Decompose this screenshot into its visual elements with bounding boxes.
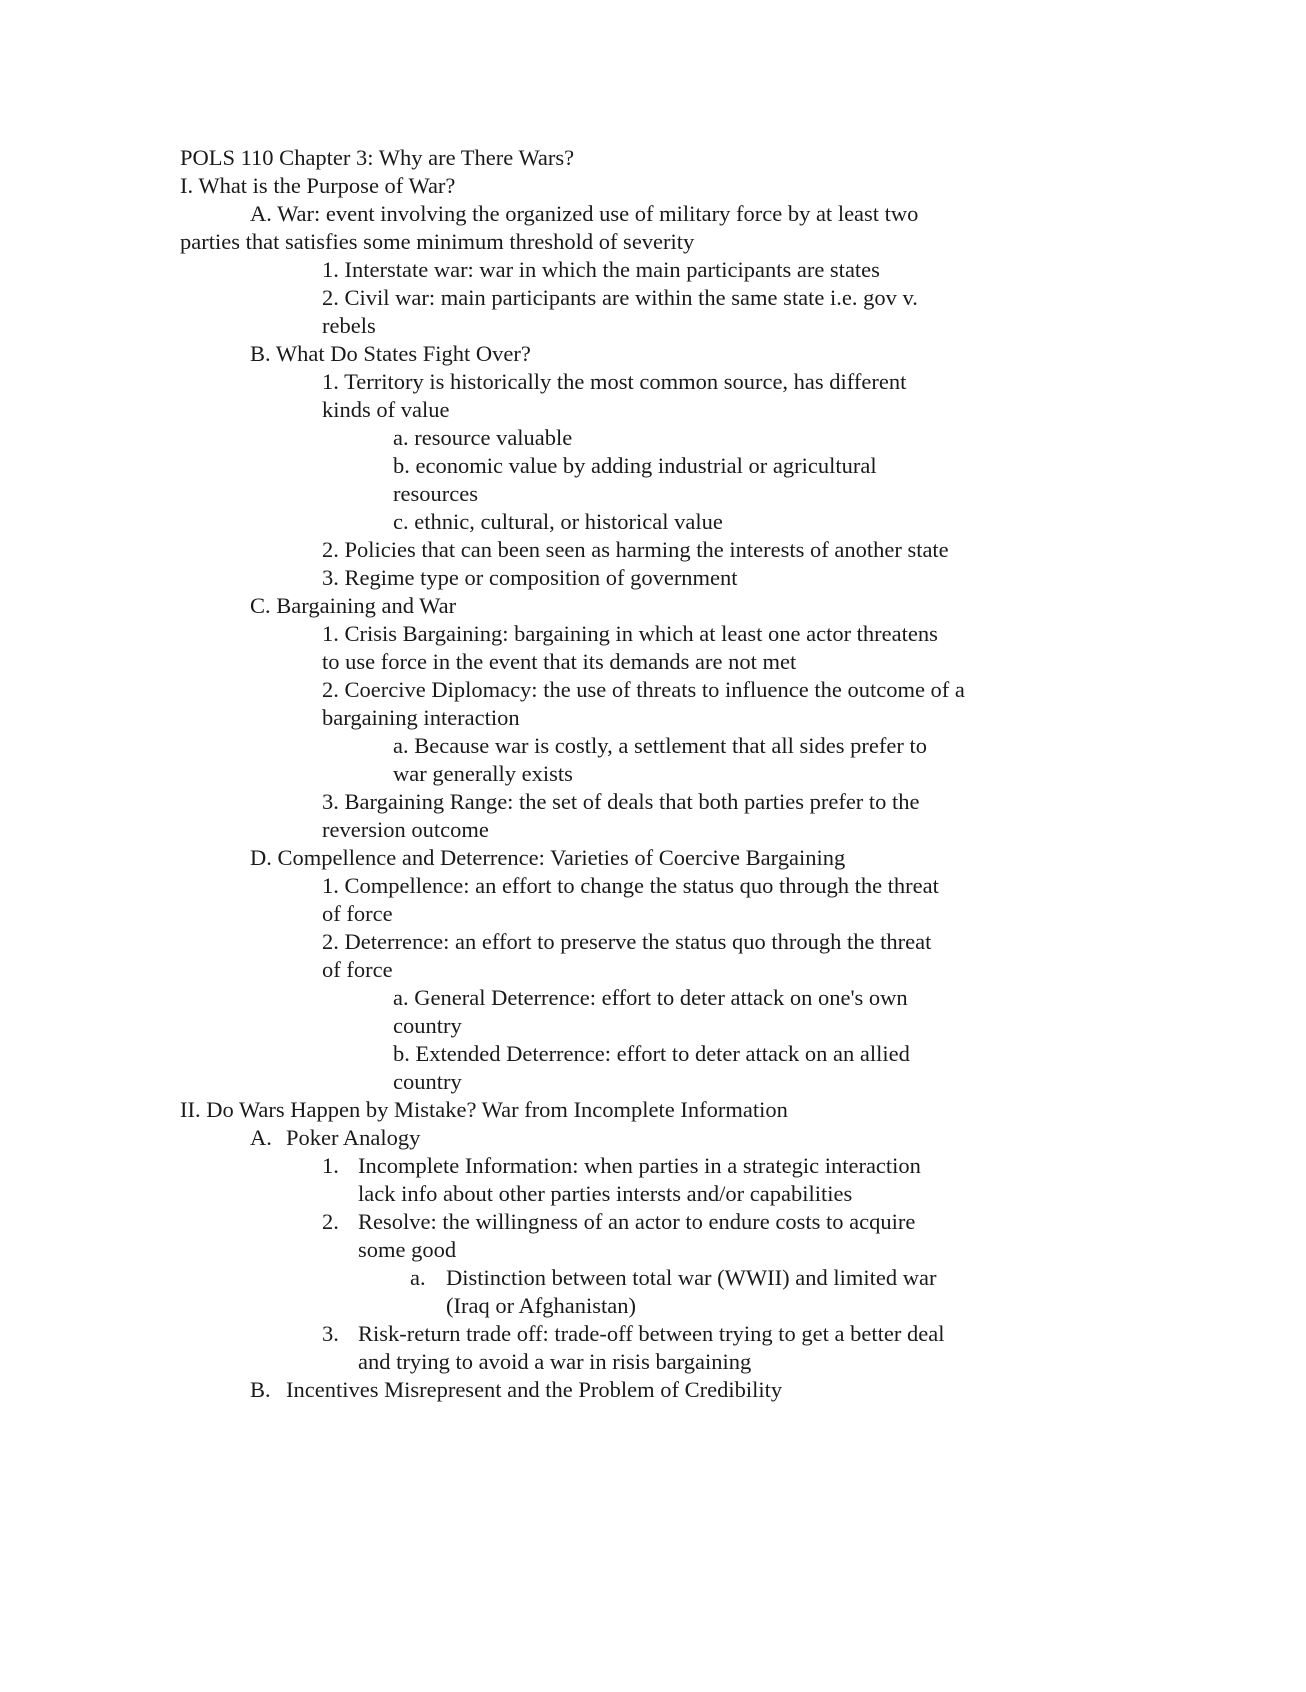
- section-2-heading: II. Do Wars Happen by Mistake? War from Incomplete Information: [180, 1097, 788, 1122]
- s1-c-subitem-a-line-1: a. Because war is costly, a settlement that all sides prefer to: [393, 733, 927, 758]
- s1-a-item-2-line-2: rebels: [322, 313, 376, 338]
- s1-d-subitem-a-line-1: a. General Deterrence: effort to deter attack on one's own: [393, 985, 908, 1010]
- s2-b-text: Incentives Misrepresent and the Problem of Credibility: [286, 1377, 783, 1402]
- s2-a-item-1-text: Incomplete Information: when parties in a strategic interaction: [358, 1153, 921, 1178]
- s2-a-item-3-text: Risk-return trade off: trade-off between trying to get a better deal: [358, 1321, 945, 1346]
- s2-a-subitem-a-line-1: [410, 1263, 936, 1293]
- s1-c-item-3-line-1: 3. Bargaining Range: the set of deals that both parties prefer to the: [322, 789, 920, 814]
- section-1-heading: I. What is the Purpose of War?: [180, 173, 456, 198]
- s1-c-item-3-line-2: reversion outcome: [322, 817, 489, 842]
- s1-d-item-2-line-2: of force: [322, 957, 393, 982]
- s1-b-heading: B. What Do States Fight Over?: [250, 341, 531, 366]
- s1-c-item-1-line-1: 1. Crisis Bargaining: bargaining in which at least one actor threatens: [322, 621, 938, 646]
- s1-d-subitem-a-line-2: country: [393, 1013, 462, 1038]
- s1-b-subitem-a: a. resource valuable: [393, 425, 573, 450]
- s1-a-line-2: parties that satisfies some minimum threshold of severity: [180, 229, 695, 254]
- s2-a-item-3-label: 3.: [322, 1321, 339, 1346]
- s1-b-item-2: 2. Policies that can been seen as harming the interests of another state: [322, 537, 949, 562]
- s1-a-item-1: 1. Interstate war: war in which the main participants are states: [322, 257, 880, 282]
- s2-b-label: B.: [250, 1377, 271, 1402]
- s1-a-item-2-line-1: 2. Civil war: main participants are within the same state i.e. gov v.: [322, 285, 918, 310]
- s1-b-item-1-line-2: kinds of value: [322, 397, 450, 422]
- s1-d-subitem-b-line-2: country: [393, 1069, 462, 1094]
- s1-c-item-2-line-2: bargaining interaction: [322, 705, 520, 730]
- s1-c-item-1-line-2: to use force in the event that its demands are not met: [322, 649, 797, 674]
- s2-a-subitem-a-text: Distinction between total war (WWII) and limited war: [446, 1265, 937, 1290]
- s2-a-item-2-line-1: [322, 1207, 915, 1237]
- s2-b-line: [250, 1375, 782, 1405]
- s1-d-subitem-b-line-1: b. Extended Deterrence: effort to deter attack on an allied: [393, 1041, 910, 1066]
- s2-a-line: [250, 1123, 420, 1153]
- s2-a-item-2-text: Resolve: the willingness of an actor to endure costs to acquire: [358, 1209, 916, 1234]
- s2-a-text: Poker Analogy: [286, 1125, 421, 1150]
- s1-d-item-2-line-1: 2. Deterrence: an effort to preserve the status quo through the threat: [322, 929, 932, 954]
- s2-a-item-2-line-2: some good: [358, 1237, 457, 1262]
- s1-b-subitem-b-line-2: resources: [393, 481, 478, 506]
- s2-a-subitem-a-label: a.: [410, 1265, 426, 1290]
- s2-a-label: A.: [250, 1125, 272, 1150]
- s2-a-item-2-label: 2.: [322, 1209, 339, 1234]
- s2-a-item-1-label: 1.: [322, 1153, 339, 1178]
- s1-b-subitem-c: c. ethnic, cultural, or historical value: [393, 509, 723, 534]
- s1-c-heading: C. Bargaining and War: [250, 593, 457, 618]
- s1-c-subitem-a-line-2: war generally exists: [393, 761, 573, 786]
- s1-b-item-1-line-1: 1. Territory is historically the most common source, has different: [322, 369, 907, 394]
- s2-a-item-3-line-1: [322, 1319, 944, 1349]
- s2-a-subitem-a-line-2: (Iraq or Afghanistan): [446, 1293, 636, 1318]
- s2-a-item-1-line-1: [322, 1151, 921, 1181]
- page-title: POLS 110 Chapter 3: Why are There Wars?: [180, 145, 575, 170]
- s1-b-subitem-b-line-1: b. economic value by adding industrial or agricultural: [393, 453, 877, 478]
- s1-b-item-3: 3. Regime type or composition of government: [322, 565, 738, 590]
- s1-d-item-1-line-2: of force: [322, 901, 393, 926]
- s2-a-item-3-line-2: and trying to avoid a war in risis bargaining: [358, 1349, 752, 1374]
- s1-a-line-1: A. War: event involving the organized use of military force by at least two: [250, 201, 919, 226]
- s2-a-item-1-line-2: lack info about other parties intersts and/or capabilities: [358, 1181, 853, 1206]
- s1-c-item-2-line-1: 2. Coercive Diplomacy: the use of threats to influence the outcome of a: [322, 677, 965, 702]
- s1-d-item-1-line-1: 1. Compellence: an effort to change the status quo through the threat: [322, 873, 939, 898]
- s1-d-heading: D. Compellence and Deterrence: Varieties of Coercive Bargaining: [250, 845, 846, 870]
